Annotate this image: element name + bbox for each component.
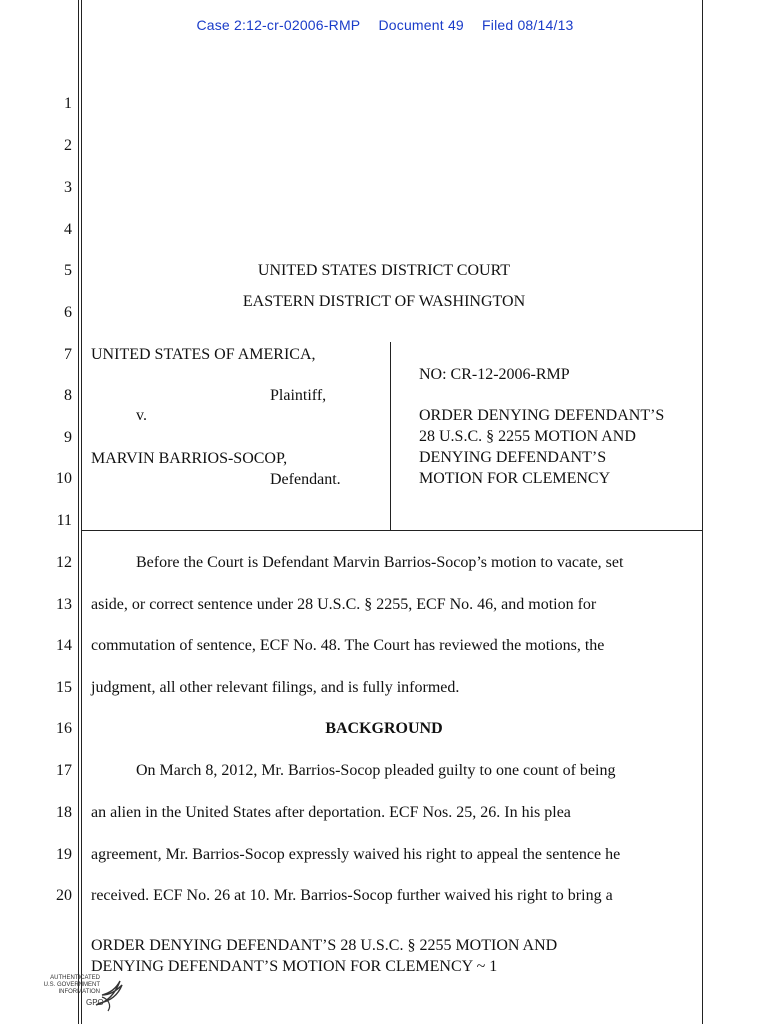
line-number: 19 — [56, 846, 72, 863]
order-title-line: 28 U.S.C. § 2255 MOTION AND — [419, 428, 636, 445]
court-district: EASTERN DISTRICT OF WASHINGTON — [242, 293, 526, 310]
document-number: Document 49 — [378, 17, 464, 33]
line-number: 13 — [56, 596, 72, 613]
body-line: Before the Court is Defendant Marvin Barrios-Socop’s motion to vacate, set — [136, 554, 624, 571]
versus: v. — [136, 407, 147, 424]
plaintiff-name: UNITED STATES OF AMERICA, — [91, 346, 316, 363]
body-line: agreement, Mr. Barrios-Socop expressly waived his right to appeal the sentence he — [91, 846, 621, 863]
eagle-icon — [90, 975, 130, 1015]
seal-line: INFORMATION — [58, 989, 100, 995]
line-number: 8 — [64, 387, 72, 404]
line-number: 11 — [56, 512, 72, 529]
page-footer — [91, 935, 557, 977]
order-title-line: DENYING DEFENDANT’S — [419, 449, 607, 466]
line-number: 7 — [64, 346, 72, 363]
gpo-authentication-seal — [30, 975, 130, 1015]
section-heading: BACKGROUND — [325, 720, 443, 737]
case-number: Case 2:12-cr-02006-RMP — [196, 17, 361, 33]
line-number: 15 — [56, 679, 72, 696]
plaintiff-role: Plaintiff, — [270, 387, 327, 404]
body-line: On March 8, 2012, Mr. Barrios-Socop pleaded guilty to one count of being — [136, 762, 616, 779]
caption-divider — [390, 342, 391, 530]
line-number: 2 — [64, 137, 72, 154]
seal-mark: GPO — [86, 998, 104, 1007]
line-number: 18 — [56, 804, 72, 821]
line-number: 6 — [64, 304, 72, 321]
defendant-role: Defendant. — [270, 471, 341, 488]
line-number: 9 — [64, 429, 72, 446]
order-title-line: MOTION FOR CLEMENCY — [419, 470, 611, 487]
caption-bottom-rule — [82, 530, 702, 531]
order-title-line: ORDER DENYING DEFENDANT’S — [419, 407, 665, 424]
body-line: aside, or correct sentence under 28 U.S.C. § 2255, ECF No. 46, and motion for — [91, 596, 597, 613]
left-margin-rule-inner — [81, 0, 82, 1024]
line-number: 5 — [64, 262, 72, 279]
right-margin-rule — [702, 0, 703, 1024]
line-number: 10 — [56, 470, 72, 487]
left-margin-rule-outer — [78, 0, 79, 1024]
line-number: 1 — [64, 95, 72, 112]
line-number: 4 — [64, 221, 72, 238]
filed-date: Filed 08/14/13 — [482, 17, 574, 33]
seal-line: U.S. GOVERNMENT — [43, 982, 100, 988]
line-number: 20 — [56, 887, 72, 904]
footer-line: ORDER DENYING DEFENDANT’S 28 U.S.C. § 2255 MOTION AND — [91, 937, 558, 954]
filing-header — [0, 17, 770, 33]
body-line: received. ECF No. 26 at 10. Mr. Barrios-Socop further waived his right to bring a — [91, 887, 613, 904]
line-number: 16 — [56, 720, 72, 737]
line-number: 3 — [64, 179, 72, 196]
body-line: commutation of sentence, ECF No. 48. The Court has reviewed the motions, the — [91, 637, 605, 654]
defendant-name: MARVIN BARRIOS-SOCOP, — [91, 450, 288, 467]
line-number: 12 — [56, 554, 72, 571]
seal-line: AUTHENTICATED — [50, 975, 100, 981]
footer-line: DENYING DEFENDANT’S MOTION FOR CLEMENCY ~ 1 — [91, 958, 498, 975]
line-number: 14 — [56, 637, 72, 654]
court-name: UNITED STATES DISTRICT COURT — [257, 262, 511, 279]
line-number: 17 — [56, 762, 72, 779]
body-line: judgment, all other relevant filings, and is fully informed. — [91, 679, 460, 696]
case-no: NO: CR-12-2006-RMP — [419, 366, 570, 383]
body-line: an alien in the United States after deportation. ECF Nos. 25, 26. In his plea — [91, 804, 571, 821]
